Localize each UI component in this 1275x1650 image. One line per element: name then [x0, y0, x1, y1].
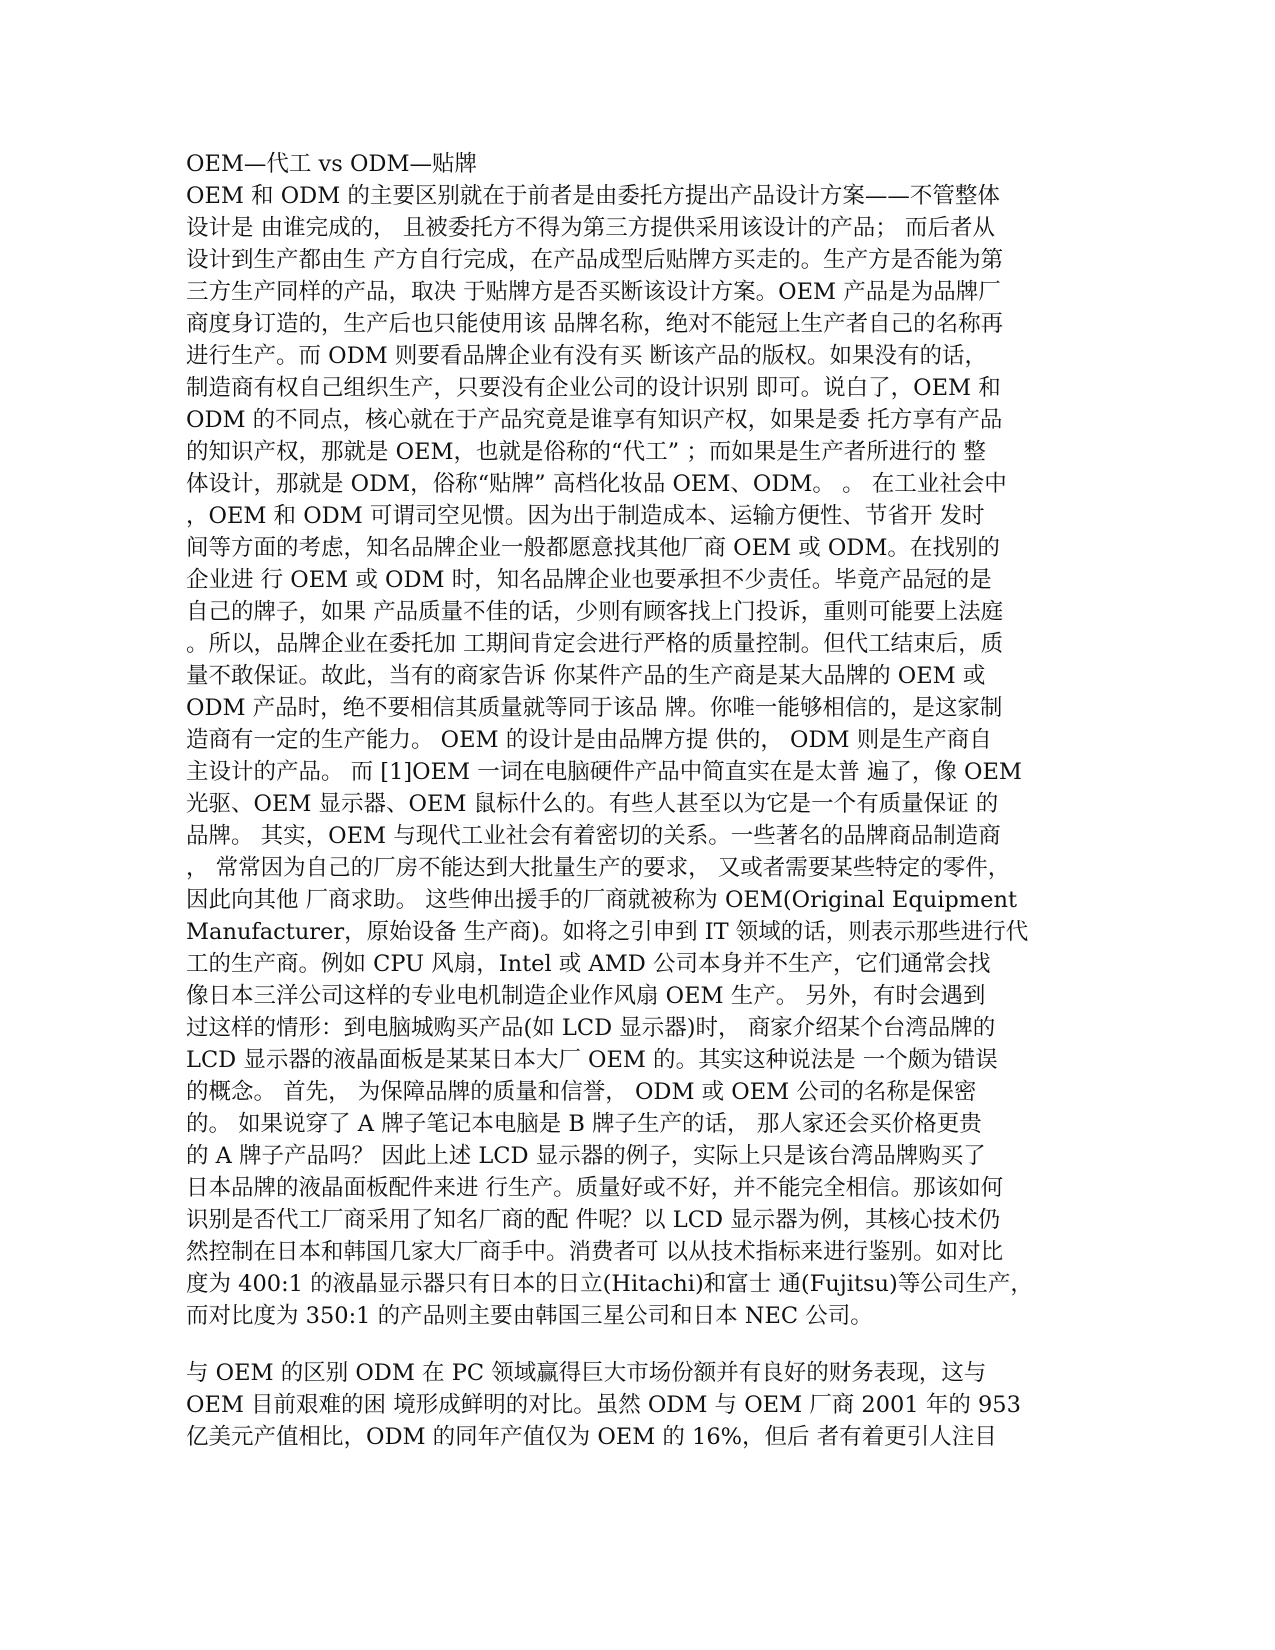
- second-text-block: [186, 1357, 1106, 1453]
- text-line: 制造商有权自己组织生产，只要没有企业公司的设计识别 即可。说白了，OEM 和: [186, 375, 1001, 401]
- text-line: 的知识产权，那就是 OEM，也就是俗称的“代工” ；而如果是生产者所进行的 整: [186, 439, 986, 465]
- paragraph-2: [186, 1357, 1106, 1453]
- text-line: 因此向其他 厂商求助。 这些伸出援手的厂商就被称为 OEM(Original Equipment: [186, 887, 1017, 913]
- text-line: Manufacturer，原始设备 生产商)。如将之引申到 IT 领域的话，则表示那些进行代: [186, 919, 1029, 945]
- text-line: OEM 和 ODM 的主要区别就在于前者是由委托方提出产品设计方案——不管整体: [186, 183, 1000, 209]
- text-line: 设计到生产都由生 产方自行完成，在产品成型后贴牌方买走的。生产方是否能为第: [186, 247, 1004, 273]
- text-line: 度为 400:1 的液晶显示器只有日本的日立(Hitachi)和富士 通(Fujitsu)等公司生产，: [186, 1271, 1033, 1297]
- document-title: OEM—代工 vs ODM—贴牌: [186, 151, 477, 177]
- text-line: 进行生产。而 ODM 则要看品牌企业有没有买 断该产品的版权。如果没有的话，: [186, 343, 987, 369]
- text-line: 量不敢保证。故此，当有的商家告诉 你某件产品的生产商是某大品牌的 OEM 或: [186, 663, 986, 689]
- text-line: 品牌。 其实，OEM 与现代工业社会有着密切的关系。一些著名的品牌商品制造商: [186, 823, 1001, 849]
- text-line: 企业进 行 OEM 或 ODM 时，知名品牌企业也要承担不少责任。毕竟产品冠的是: [186, 567, 992, 593]
- text-line: 的 A 牌子产品吗？ 因此上述 LCD 显示器的例子，实际上只是该台湾品牌购买了: [186, 1143, 986, 1169]
- text-line: 工的生产商。例如 CPU 风扇，Intel 或 AMD 公司本身并不生产，它们通常会找: [186, 951, 991, 977]
- text-line: 。所以，品牌企业在委托加 工期间肯定会进行严格的质量控制。但代工结束后，质: [186, 631, 1004, 657]
- text-line: 自己的牌子，如果 产品质量不佳的话，少则有顾客找上门投诉，重则可能要上法庭: [186, 599, 1004, 625]
- text-line: ODM 产品时，绝不要相信其质量就等同于该品 牌。你唯一能够相信的，是这家制: [186, 695, 1003, 721]
- text-line: 与 OEM 的区别 ODM 在 PC 领域赢得巨大市场份额并有良好的财务表现，这与: [186, 1360, 987, 1386]
- text-line: 体设计，那就是 ODM，俗称“贴牌” 高档化妆品 OEM、ODM。 。 在工业社会中: [186, 471, 1007, 497]
- text-line: 亿美元产值相比，ODM 的同年产值仅为 OEM 的 16%，但后 者有着更引人注目: [186, 1424, 997, 1450]
- text-line: 然控制在日本和韩国几家大厂商手中。消费者可 以从技术指标来进行鉴别。如对比: [186, 1239, 1004, 1265]
- text-line: OEM 目前艰难的困 境形成鲜明的对比。虽然 ODM 与 OEM 厂商 2001 年的 953: [186, 1392, 1021, 1418]
- text-line: 设计是 由谁完成的， 且被委托方不得为第三方提供采用该设计的产品； 而后者从: [186, 215, 995, 241]
- text-line: 的。 如果说穿了 A 牌子笔记本电脑是 B 牌子生产的话， 那人家还会买价格更贵: [186, 1111, 982, 1137]
- text-line: 商度身订造的，生产后也只能使用该 品牌名称，绝对不能冠上生产者自己的名称再: [186, 311, 1004, 337]
- paragraph-1: [186, 180, 1106, 1332]
- text-line: 像日本三洋公司这样的专业电机制造企业作风扇 OEM 生产。 另外，有时会遇到: [186, 983, 986, 1009]
- text-line: 间等方面的考虑，知名品牌企业一般都愿意找其他厂商 OEM 或 ODM。在找别的: [186, 535, 1000, 561]
- text-line: ， 常常因为自己的厂房不能达到大批量生产的要求， 又或者需要某些特定的零件，: [186, 855, 1011, 881]
- text-line: 主设计的产品。 而 [1]OEM 一词在电脑硬件产品中简直实在是太普 遍了，像 OEM: [186, 759, 1022, 785]
- text-line: LCD 显示器的液晶面板是某某日本大厂 OEM 的。其实这种说法是 一个颇为错误: [186, 1047, 998, 1073]
- text-line: 造商有一定的生产能力。 OEM 的设计是由品牌方提 供的， ODM 则是生产商自: [186, 727, 992, 753]
- text-line: 三方生产同样的产品，取决 于贴牌方是否买断该设计方案。OEM 产品是为品牌厂: [186, 279, 1001, 305]
- text-line: ODM 的不同点，核心就在于产品究竟是谁享有知识产权，如果是委 托方享有产品: [186, 407, 1003, 433]
- text-line: 光驱、OEM 显示器、OEM 鼠标什么的。有些人甚至以为它是一个有质量保证 的: [186, 791, 999, 817]
- text-line: 识别是否代工厂商采用了知名厂商的配 件呢？以 LCD 显示器为例，其核心技术仍: [186, 1207, 1001, 1233]
- text-line: 而对比度为 350:1 的产品则主要由韩国三星公司和日本 NEC 公司。: [186, 1303, 873, 1329]
- main-text-block: [186, 148, 1106, 1332]
- text-line: 的概念。 首先， 为保障品牌的质量和信誉， ODM 或 OEM 公司的名称是保密: [186, 1079, 977, 1105]
- text-line: ，OEM 和 ODM 可谓司空见惯。因为出于制造成本、运输方便性、节省开 发时: [186, 503, 985, 529]
- text-line: 日本品牌的液晶面板配件来进 行生产。质量好或不好，并不能完全相信。那该如何: [186, 1175, 1004, 1201]
- text-line: 过这样的情形：到电脑城购买产品(如 LCD 显示器)时， 商家介绍某个台湾品牌的: [186, 1015, 996, 1041]
